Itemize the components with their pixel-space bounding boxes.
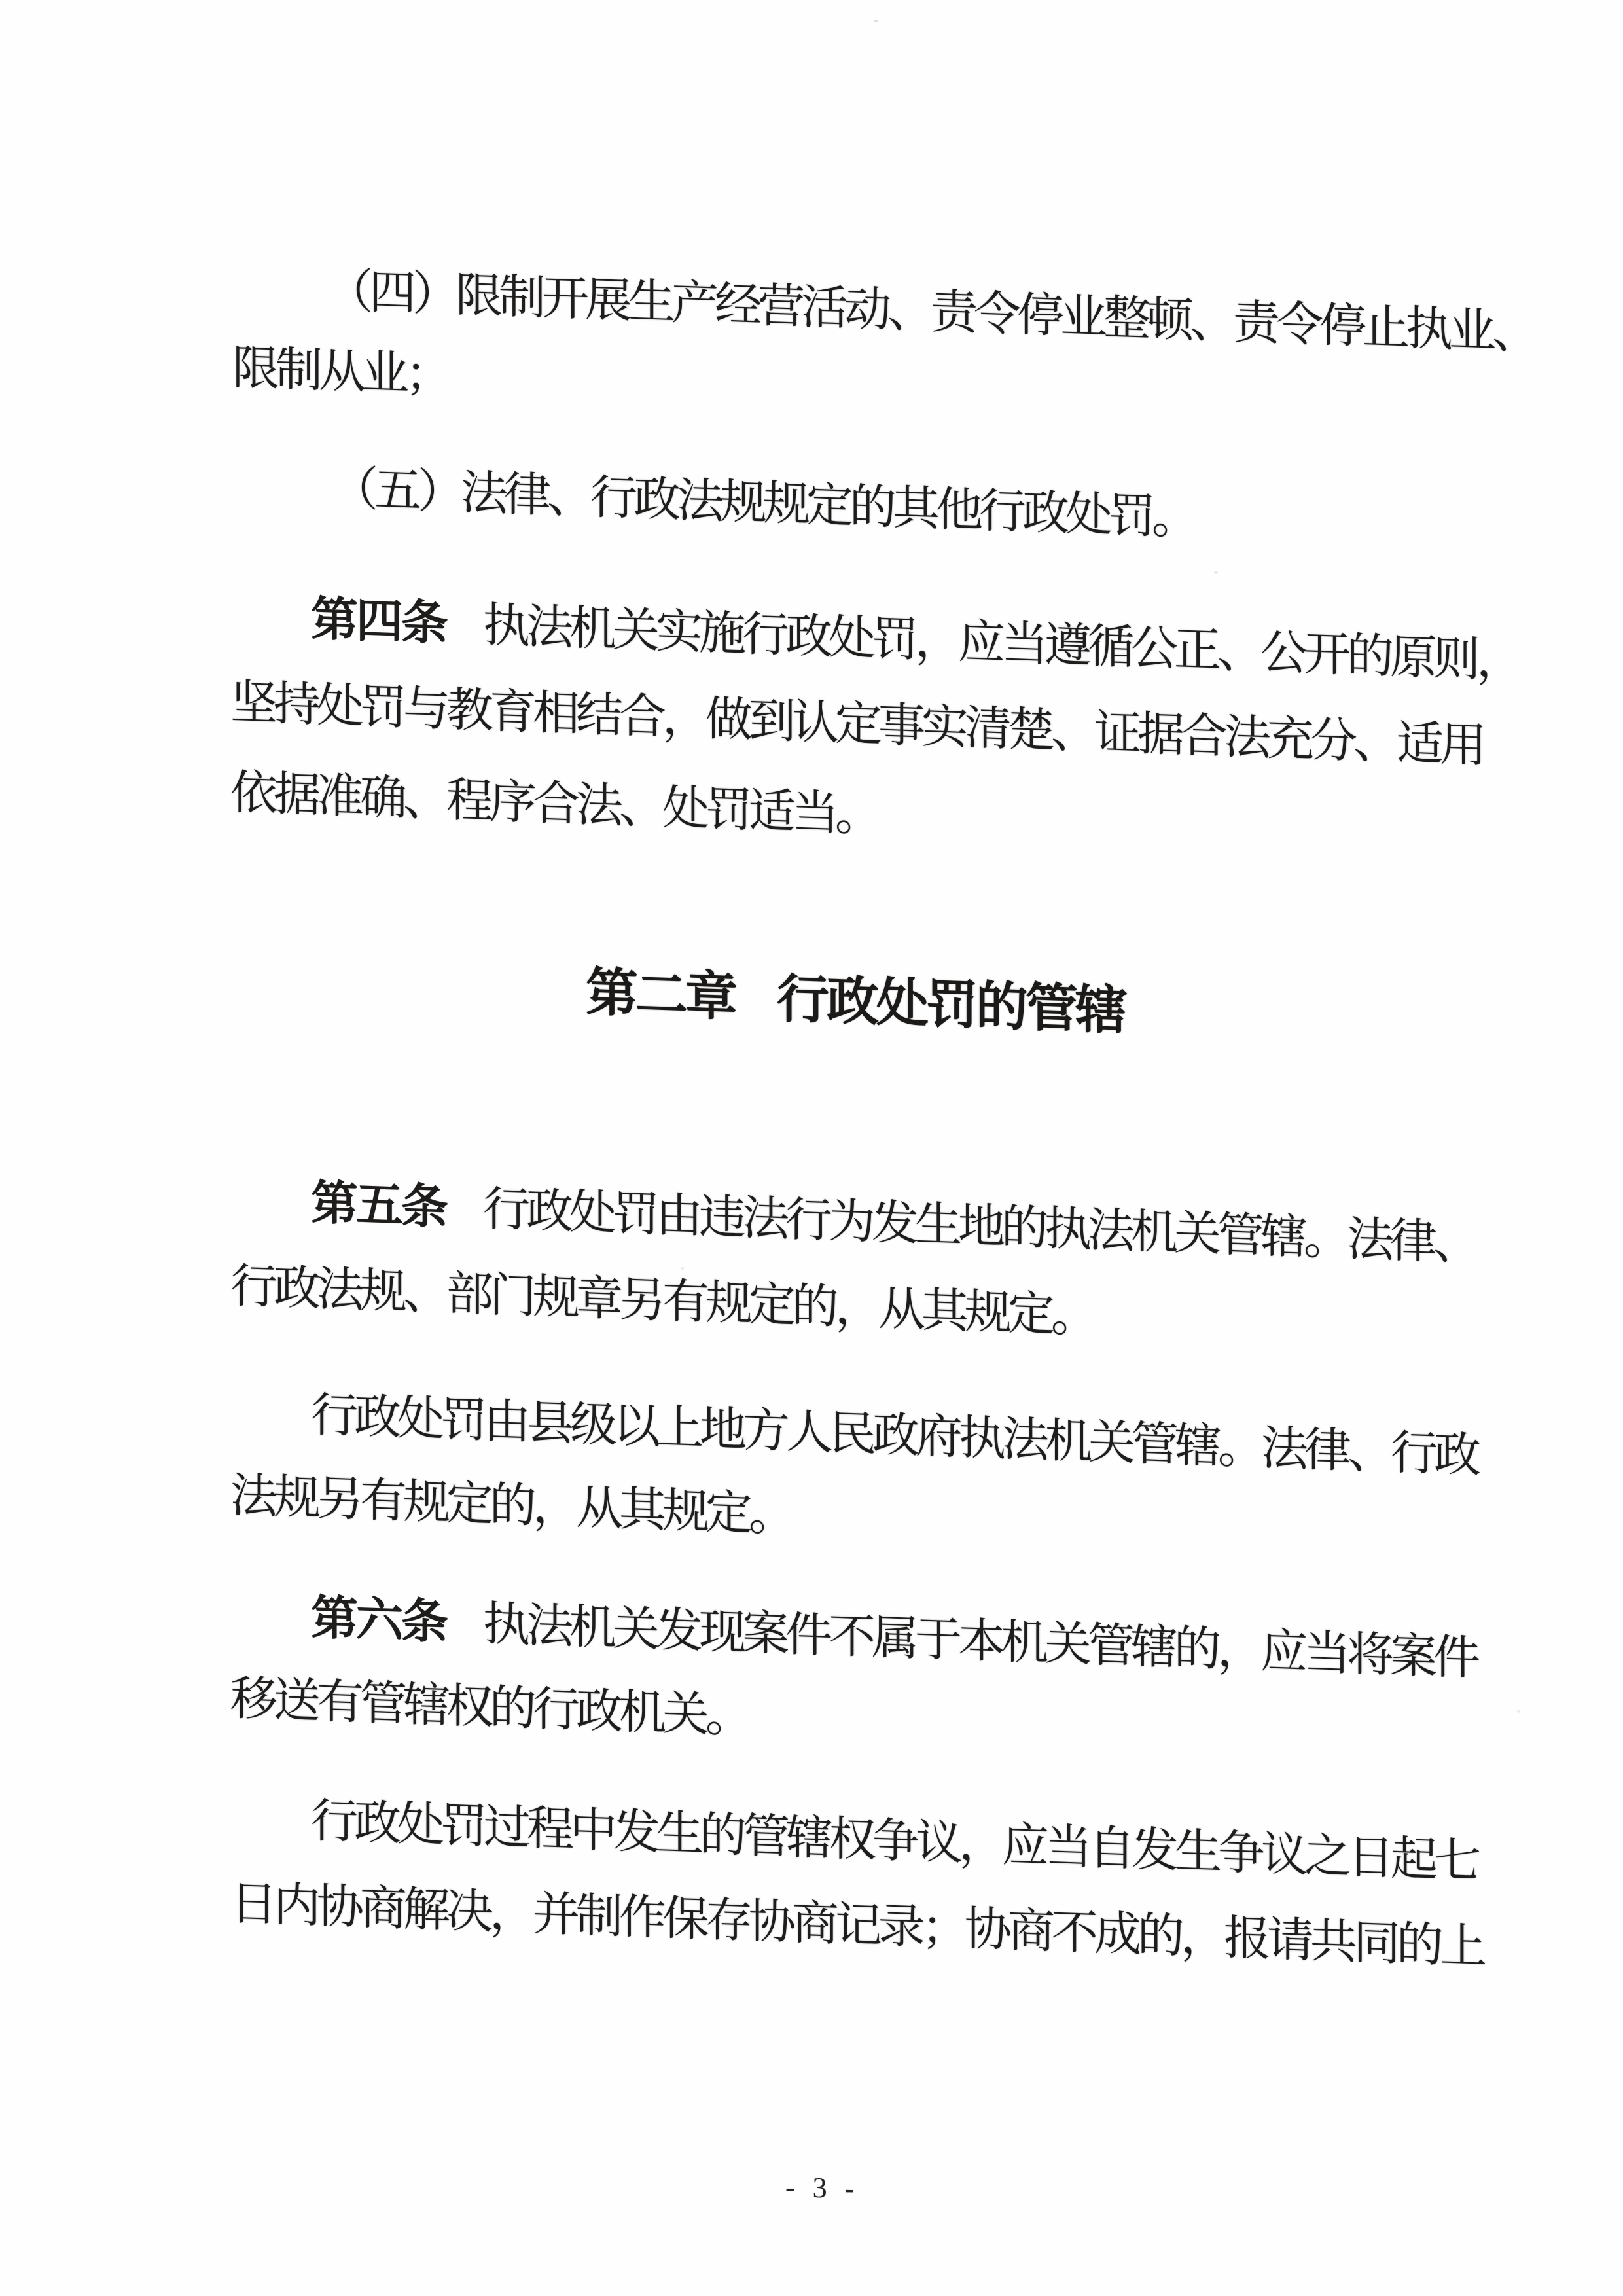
line-text: 法规另有规定的，从其规定。 <box>230 1469 793 1541</box>
article-number: 第四条 <box>311 593 447 651</box>
line-text: 行政处罚过程中发生的管辖权争议，应当自发生争议之日起七 <box>311 1795 1478 1888</box>
line-text: 坚持处罚与教育相结合，做到认定事实清楚、证据合法充分、适用 <box>230 676 1484 772</box>
body-line <box>331 462 1195 545</box>
body-line <box>311 1592 1476 1685</box>
line-text: 行政处罚由违法行为发生地的执法机关管辖。法律、 <box>483 1183 1477 1270</box>
body-line <box>230 1260 1094 1342</box>
scan-speck <box>874 20 878 22</box>
article-number: 第六条 <box>311 1592 447 1649</box>
body-line <box>311 593 1520 687</box>
scan-speck <box>1214 571 1218 574</box>
body-line <box>230 1877 1483 1973</box>
article-number: 第五条 <box>311 1177 447 1234</box>
chapter-title: 行政处罚的管辖 <box>777 969 1125 1040</box>
line-text: 日内协商解决，并制作保存协商记录；协商不成的，报请共同的上 <box>230 1877 1484 1973</box>
line-text: （四）限制开展生产经营活动、责令停业整顿、责令停止执业、 <box>326 264 1536 359</box>
body-line <box>230 1469 792 1541</box>
page-number: - 3 - <box>785 2171 860 2205</box>
body-line <box>311 1795 1477 1888</box>
line-text: 执法机关实施行政处罚，应当遵循公正、公开的原则， <box>483 599 1520 688</box>
scan-speck <box>681 1267 684 1270</box>
line-text: 依据准确、程序合法、处罚适当。 <box>230 766 879 842</box>
line-text: 行政法规、部门规章另有规定的，从其规定。 <box>230 1260 1095 1343</box>
line-text: 行政处罚由县级以上地方人民政府执法机关管辖。法律、行政 <box>311 1389 1478 1482</box>
line-text: 移送有管辖权的行政机关。 <box>230 1672 749 1743</box>
body-line <box>326 264 1535 359</box>
line-text: 限制从业； <box>232 342 449 402</box>
line-text: 执法机关发现案件不属于本机关管辖的，应当将案件 <box>483 1598 1477 1685</box>
body-line <box>311 1389 1477 1482</box>
body-line <box>311 1177 1476 1270</box>
body-line <box>232 342 448 402</box>
chapter-heading <box>586 963 1125 1040</box>
body-line <box>230 676 1483 772</box>
chapter-number: 第二章 <box>586 963 735 1026</box>
body-line <box>230 766 878 842</box>
scan-speck <box>1517 1710 1520 1713</box>
line-text: （五）法律、行政法规规定的其他行政处罚。 <box>331 462 1196 545</box>
body-line <box>230 1672 749 1743</box>
